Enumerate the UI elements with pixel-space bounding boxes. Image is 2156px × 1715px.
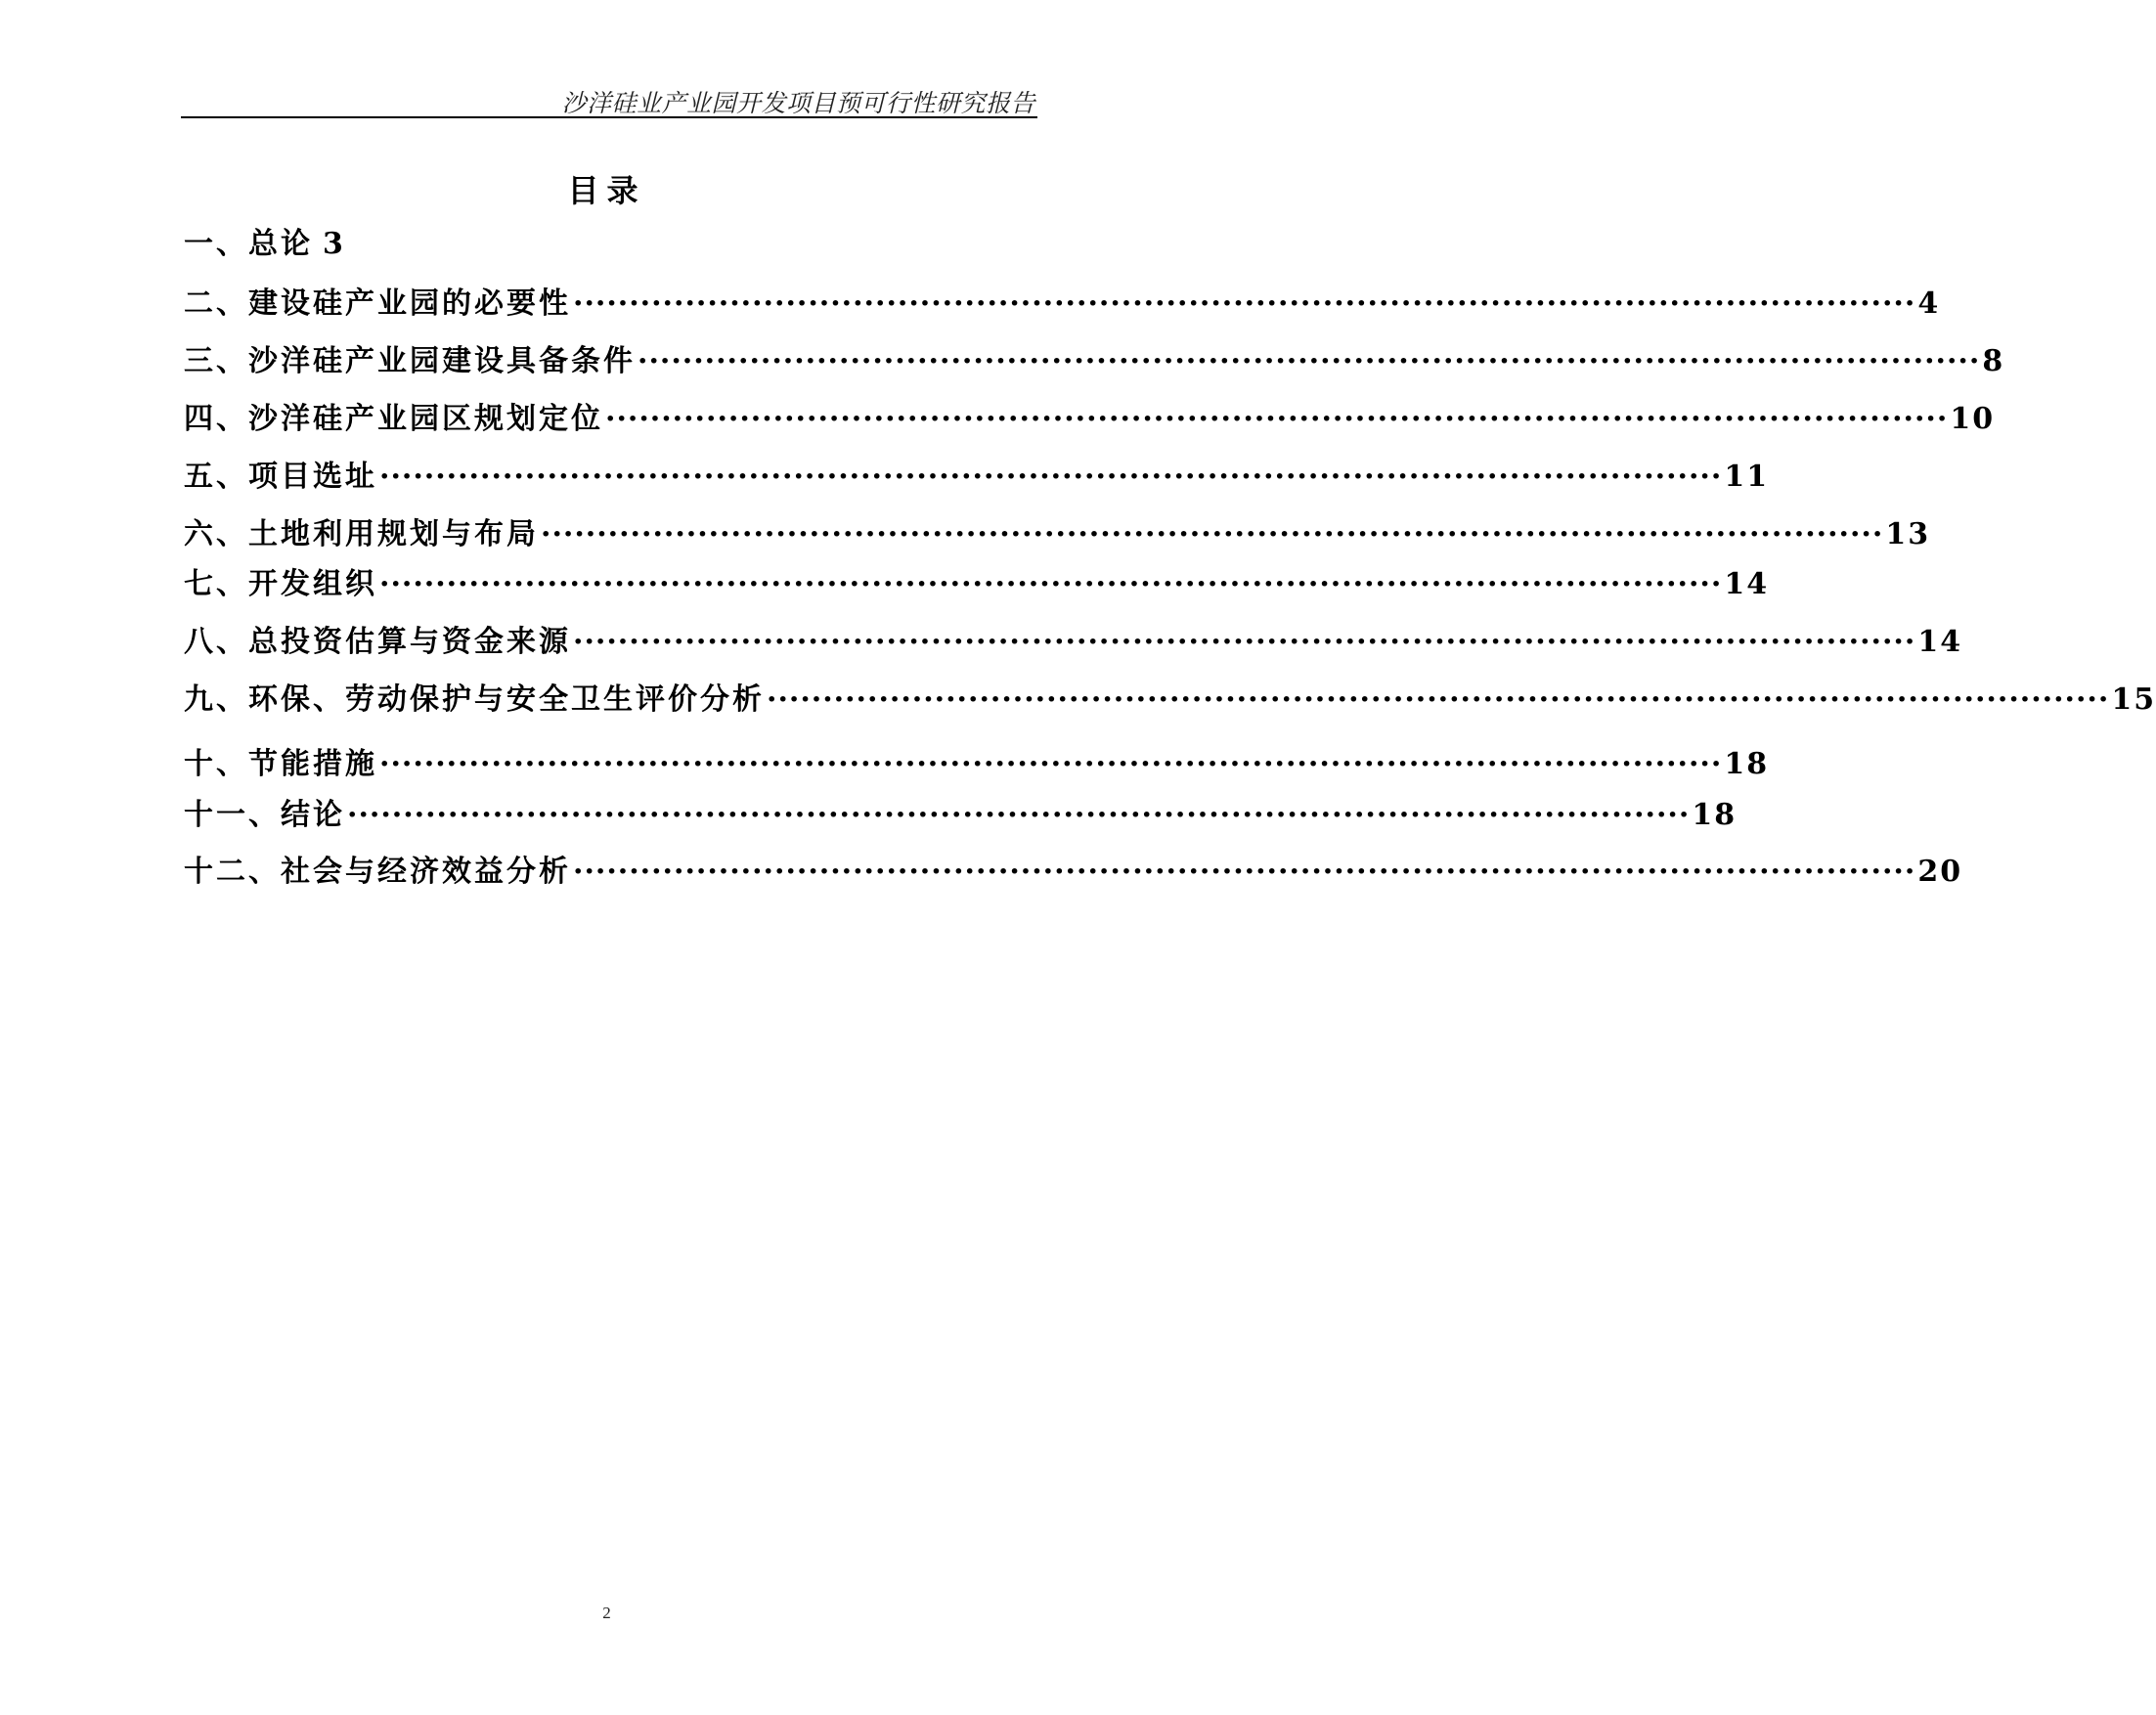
toc-entry-label: 一、总论 [184,227,313,261]
toc-dot-leader: ························································································································ [347,798,1691,832]
toc-entry[interactable] [184,623,1963,662]
toc-entry-label: 十二、社会与经济效益分析 [184,855,571,889]
header-divider [181,116,1037,118]
toc-title: 目录 [567,172,646,209]
toc-entry[interactable] [184,796,1738,835]
toc-entry-page: 13 [1885,517,1931,551]
toc-entry[interactable] [184,342,2005,381]
toc-entry-page: 3 [323,227,345,261]
toc-entry-page: 18 [1724,747,1770,781]
toc-dot-leader: ························································································································ [638,344,1981,378]
toc-entry[interactable] [184,745,1770,784]
toc-entry-label: 十一、结论 [184,798,345,832]
toc-dot-leader: ························································································································ [379,460,1723,494]
toc-entry-label: 三、沙洋硅产业园建设具备条件 [184,344,636,378]
toc-dot-leader: ························································································································ [573,855,1916,889]
toc-entry[interactable] [184,681,2156,720]
toc-dot-leader: ························································································································ [573,625,1916,659]
toc-entry-label: 七、开发组织 [184,567,377,601]
toc-entry[interactable] [184,515,1931,554]
toc-entry-label: 六、土地利用规划与布局 [184,517,539,551]
toc-entry-page: 4 [1917,286,1941,321]
toc-entry-page: 18 [1692,798,1738,832]
toc-entry-label: 四、沙洋硅产业园区规划定位 [184,402,603,436]
toc-dot-leader: ························································································································ [541,517,1884,551]
toc-entry[interactable] [184,565,1770,604]
toc-entry-page: 14 [1724,567,1770,601]
toc-dot-leader: ························································································································ [573,286,1916,321]
toc-entry-label: 五、项目选址 [184,460,377,494]
header-title: 沙洋硅业产业园开发项目预可行性研究报告 [561,89,1035,117]
toc-entry-label: 十、节能措施 [184,747,377,781]
toc-entry-page: 10 [1950,402,1996,436]
toc-entry[interactable] [184,400,1996,439]
toc-dot-leader: ························································································································ [605,402,1949,436]
toc-entry-label: 二、建设硅产业园的必要性 [184,286,571,321]
toc-entry-page: 14 [1917,625,1963,659]
page-number: 2 [602,1604,611,1622]
toc-entry-label: 八、总投资估算与资金来源 [184,625,571,659]
toc-entry-page: 15 [2111,682,2156,717]
toc-entry[interactable] [184,853,1963,892]
toc-entry[interactable] [184,285,1941,324]
toc-entry-page: 11 [1724,460,1770,494]
toc-entry-label: 九、环保、劳动保护与安全卫生评价分析 [184,682,765,717]
toc-entry[interactable] [184,225,937,264]
toc-dot-leader: ························································································································ [379,567,1723,601]
toc-dot-leader: ························································································································ [767,682,2110,717]
toc-entry[interactable] [184,458,1770,497]
toc-entry-page: 8 [1982,344,2005,378]
toc-entry-page: 20 [1917,855,1963,889]
toc-dot-leader: ························································································································ [379,747,1723,781]
